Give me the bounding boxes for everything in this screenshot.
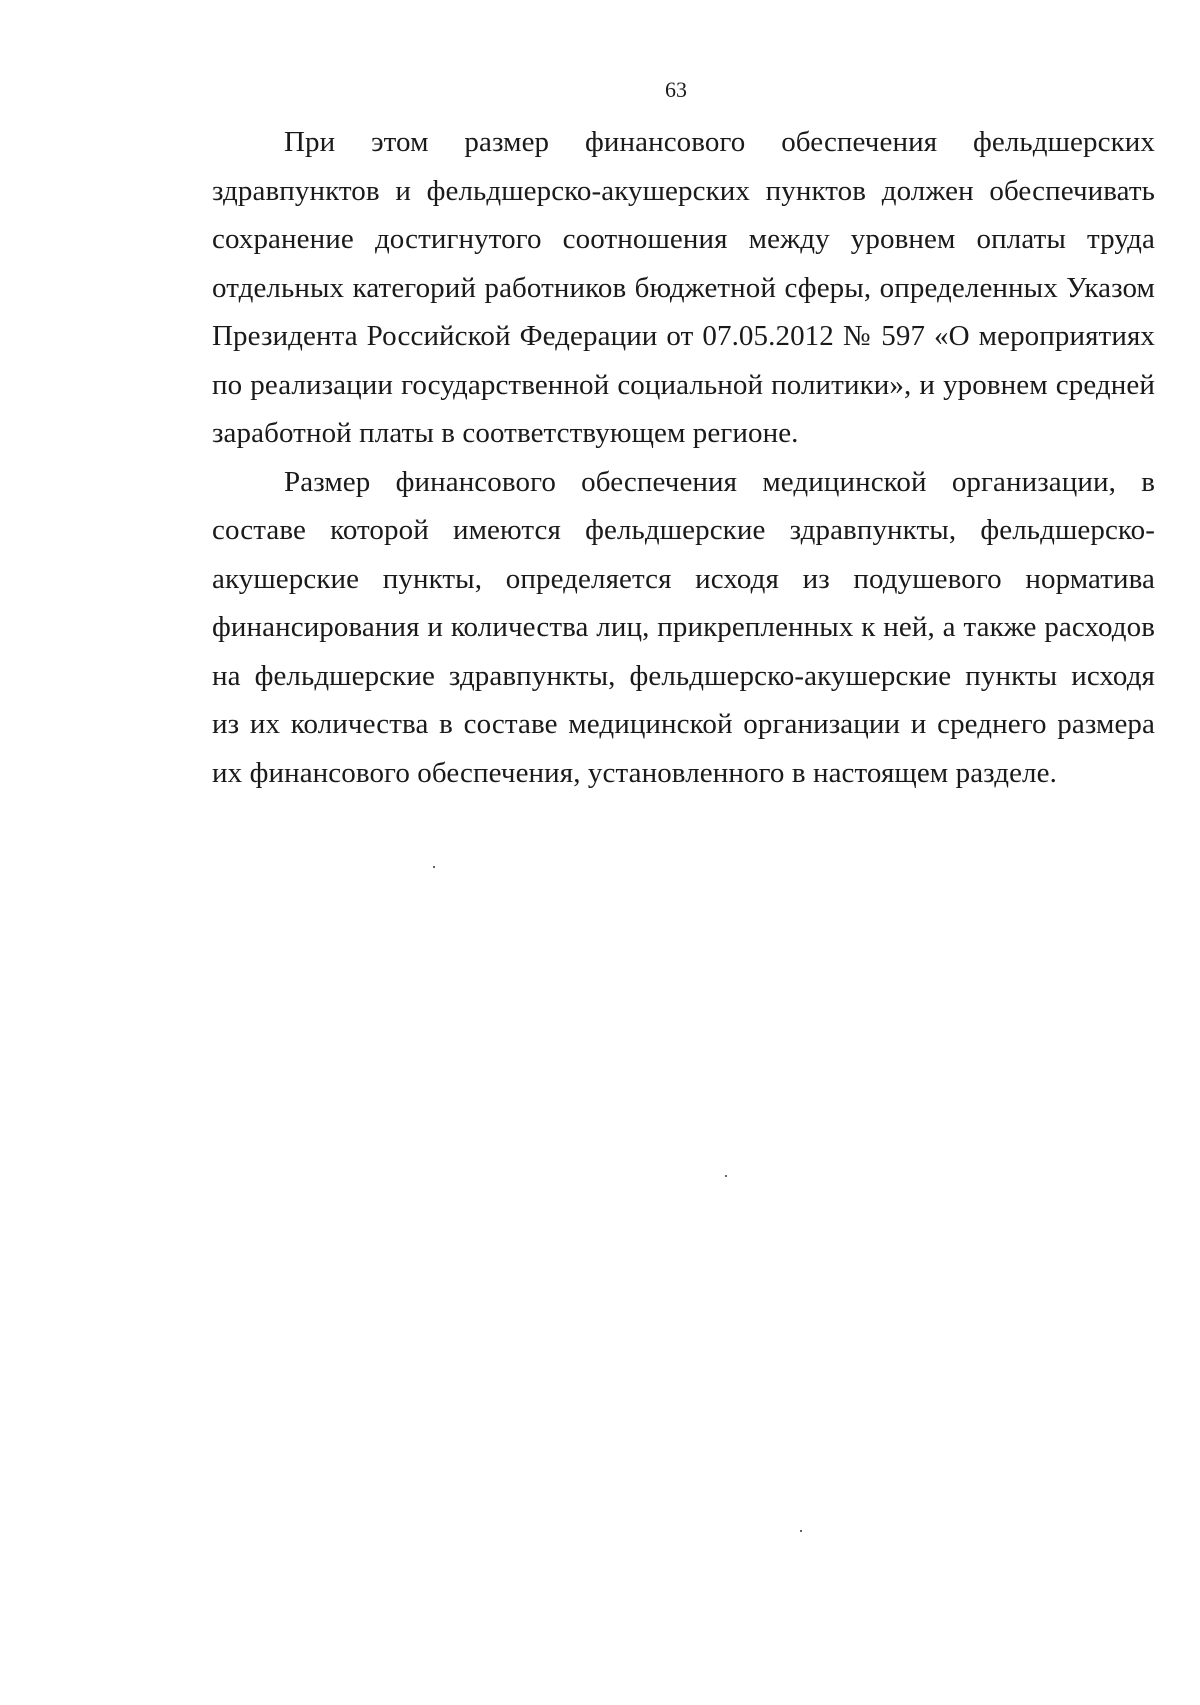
paragraph-1: При этом размер финансового обеспечения фельдшерских здравпунктов и фельдшерско-акушерских пунктов должен обеспечивать сохранение достигнутого соотношения между уровнем оплаты труда отдельных категорий работников бюджетной сферы, определенных Указом Президента Российской Федерации от 07.05.2012 № 597 «О мероприятиях по реализации государственной социальной политики», и уровнем средней заработной платы в соответствующем регионе. <box>212 126 1155 449</box>
scan-speck <box>725 1175 727 1177</box>
scan-speck <box>433 866 435 868</box>
document-body <box>212 118 1155 797</box>
page-number: 63 <box>665 77 687 102</box>
paragraph-2: Размер финансового обеспечения медицинской организации, в составе которой имеются фельдшерские здравпункты, фельдшерско-акушерские пункты, определяется исходя из подушевого норматива финансирования и количества лиц, прикрепленных к ней, а также расходов на фельдшерские здравпункты, фельдшерско-акушерские пункты исходя из их количества в составе медицинской организации и среднего размера их финансового обеспечения, установленного в настоящем разделе. <box>212 465 1155 789</box>
scan-speck <box>800 1530 802 1532</box>
